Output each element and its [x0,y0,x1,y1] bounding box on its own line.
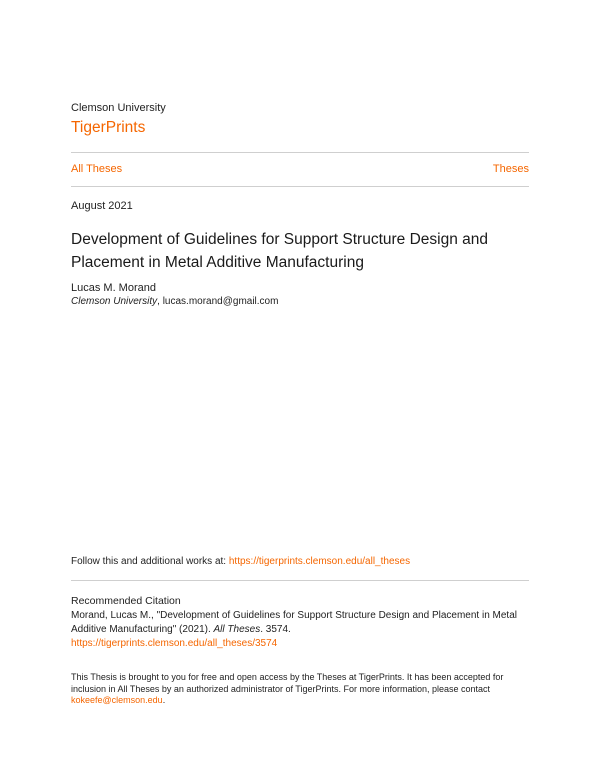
access-end: . [162,695,166,705]
citation-number: . 3574. [260,624,291,635]
author-name: Lucas M. Morand [71,282,156,294]
citation-text: Morand, Lucas M., "Development of Guidelines for Support Structure Design and Placement in Metal Additive Manufacturing" (2021). [71,610,517,635]
institution-name: Clemson University [71,102,166,114]
divider-nav [71,186,529,187]
citation-link[interactable]: https://tigerprints.clemson.edu/all_theses/3574 [71,638,278,649]
access-text: This Thesis is brought to you for free and open access by the Theses at TigerPrints. It has been accepted for inclusion in All Theses by an authorized administrator of TigerPrints. For more information, please contact [71,672,504,694]
author-affiliation [71,296,278,307]
divider-top [71,152,529,153]
follow-line [71,556,410,567]
follow-text: Follow this and additional works at: [71,556,229,567]
contact-email-link[interactable]: kokeefe@clemson.edu [71,695,163,705]
repository-name: TigerPrints [71,119,146,136]
theses-link[interactable]: Theses [492,163,529,175]
citation-heading: Recommended Citation [71,595,181,607]
publication-date: August 2021 [71,200,133,212]
citation-series: All Theses [213,624,261,635]
follow-link[interactable]: https://tigerprints.clemson.edu/all_theses [228,556,411,567]
all-theses-link[interactable]: All Theses [71,163,123,175]
author-email: , lucas.morand@gmail.com [157,296,279,307]
citation-block [71,609,531,651]
access-statement [71,672,531,707]
affiliation-institution: Clemson University [71,296,158,307]
divider-citation [71,580,529,581]
thesis-title: Development of Guidelines for Support Structure Design and Placement in Metal Additive Manufacturing [71,231,489,271]
